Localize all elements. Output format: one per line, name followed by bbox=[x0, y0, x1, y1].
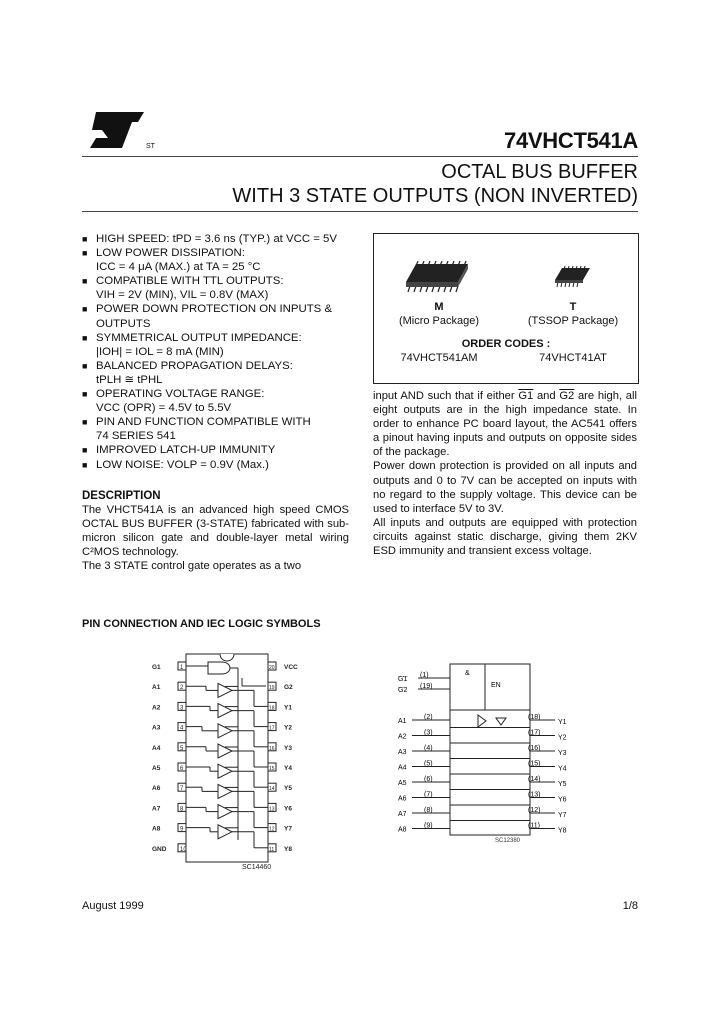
right-pin-number: 16 bbox=[269, 745, 275, 752]
left-pin-number: 2 bbox=[180, 685, 184, 692]
left-pin-number: 8 bbox=[180, 806, 184, 813]
iec-input-label: A1 bbox=[398, 718, 407, 725]
left-pin-label: A5 bbox=[152, 765, 161, 772]
iec-output-number: (16) bbox=[528, 745, 541, 752]
left-pin-label: A6 bbox=[152, 785, 161, 793]
iec-input-number: (3) bbox=[424, 729, 433, 737]
right-pin-number: 12 bbox=[269, 826, 275, 833]
left-pin-number: 7 bbox=[180, 786, 184, 793]
left-pin-number: 9 bbox=[180, 826, 184, 833]
iec-output-label: Y4 bbox=[558, 765, 567, 773]
left-pin-number: 5 bbox=[180, 745, 184, 752]
footer-page: 1/8 bbox=[622, 900, 638, 912]
buffer-gate-icon bbox=[218, 764, 232, 778]
iec-output-number: (18) bbox=[528, 714, 541, 721]
feature-detail: VCC (OPR) = 4.5V to 5.5V bbox=[96, 402, 232, 415]
buffer-symbol-icon bbox=[478, 715, 486, 727]
iec-output-label: Y8 bbox=[558, 827, 567, 835]
feature-item: ■ SYMMETRICAL OUTPUT IMPEDANCE: bbox=[82, 331, 302, 344]
iec-output-number: (14) bbox=[528, 776, 541, 783]
buffer-gate-icon bbox=[218, 825, 232, 839]
pin-section-heading: PIN CONNECTION AND IEC LOGIC SYMBOLS bbox=[82, 618, 321, 630]
right-pin-label: Y7 bbox=[284, 825, 292, 833]
t-package-code: T bbox=[569, 301, 577, 313]
iec-output-label: Y6 bbox=[558, 796, 567, 804]
right-pin-label: Y3 bbox=[284, 744, 292, 752]
right-pin-label: Y1 bbox=[284, 704, 292, 712]
iec-input-label: A5 bbox=[398, 780, 407, 787]
left-pin-label: G1 bbox=[152, 664, 161, 671]
description-text bbox=[82, 503, 349, 573]
right-pin-number: 17 bbox=[269, 725, 275, 732]
right-pin-label: Y6 bbox=[284, 805, 292, 813]
and-label: & bbox=[465, 670, 470, 677]
buffer-gate-icon bbox=[218, 704, 232, 718]
right-pin-label: Y2 bbox=[284, 724, 292, 732]
so-package-icon bbox=[402, 258, 472, 296]
subtitle-line2: WITH 3 STATE OUTPUTS (NON INVERTED) bbox=[232, 185, 638, 207]
iec-input-number: (6) bbox=[424, 776, 433, 783]
feature-item: ■ PIN AND FUNCTION COMPATIBLE WITH bbox=[82, 416, 311, 429]
feature-item: ■ IMPROVED LATCH-UP IMMUNITY bbox=[82, 444, 276, 457]
header-rule bbox=[82, 156, 638, 157]
left-pin-number: 10 bbox=[180, 846, 187, 853]
iec-code: SC12380 bbox=[495, 838, 521, 844]
feature-item: ■ POWER DOWN PROTECTION ON INPUTS & bbox=[82, 303, 333, 316]
iec-output-label: Y1 bbox=[558, 719, 567, 726]
iec-output-label: Y3 bbox=[558, 750, 567, 757]
iec-output-number: (11) bbox=[528, 822, 540, 830]
control-input-number: (19) bbox=[420, 683, 433, 690]
part-number: 74VHCT541A bbox=[504, 128, 638, 153]
iec-input-number: (4) bbox=[424, 745, 433, 752]
paragraph: input AND such that if either G1 and G2 are high, all eight outputs are in the high impedance state. In order to enhance PC board layout, the AC541 offers a pinout having inputs and outputs on opposite sides of the package. bbox=[373, 390, 637, 459]
paragraph: Power down protection is provided on all inputs and outputs and 0 to 7V can be accepted on inputs with no regard to the supply voltage. This device can be used to interface 5V to 3V. bbox=[373, 460, 637, 515]
feature-list bbox=[82, 232, 372, 472]
control-input-label: G2 bbox=[398, 687, 408, 694]
right-column-text bbox=[373, 389, 637, 558]
right-pin-number: 11 bbox=[269, 846, 275, 853]
right-pin-label: Y8 bbox=[284, 845, 292, 853]
order-code-t: 74VHCT41AT bbox=[539, 352, 607, 364]
iec-logic-symbol bbox=[390, 660, 590, 860]
iec-input-number: (7) bbox=[424, 791, 433, 799]
buffer-gate-icon bbox=[218, 683, 232, 697]
st-logo bbox=[82, 104, 154, 158]
right-pin-label: VCC bbox=[284, 664, 298, 671]
footer-date: August 1999 bbox=[82, 900, 144, 912]
iec-input-number: (2) bbox=[424, 714, 433, 721]
iec-output-number: (15) bbox=[528, 760, 541, 768]
iec-input-number: (5) bbox=[424, 760, 433, 768]
left-pin-label: A2 bbox=[152, 704, 161, 712]
left-pin-label: A1 bbox=[152, 684, 161, 692]
right-pin-number: 15 bbox=[269, 766, 275, 772]
description-heading: DESCRIPTION bbox=[82, 490, 161, 502]
tristate-symbol-icon bbox=[496, 718, 506, 725]
package-box bbox=[373, 233, 639, 384]
subtitle-rule bbox=[82, 211, 638, 212]
right-pin-label: Y5 bbox=[284, 785, 292, 793]
iec-output-number: (12) bbox=[528, 807, 541, 814]
control-input-number: (1) bbox=[420, 672, 429, 679]
ic-code: SC14460 bbox=[242, 864, 272, 871]
paragraph: The 3 STATE control gate operates as a two bbox=[82, 560, 302, 573]
iec-output-number: (17) bbox=[528, 729, 541, 737]
right-pin-label: Y4 bbox=[284, 765, 292, 772]
m-package-desc: (Micro Package) bbox=[398, 315, 480, 327]
left-pin-label: A7 bbox=[152, 805, 161, 813]
left-pin-number: 4 bbox=[180, 725, 184, 732]
m-package-code: M bbox=[434, 301, 444, 313]
iec-output-label: Y2 bbox=[558, 734, 567, 742]
right-pin-number: 20 bbox=[269, 665, 275, 671]
feature-detail: OUTPUTS bbox=[96, 317, 151, 330]
buffer-gate-icon bbox=[218, 784, 232, 798]
buffer-gate-icon bbox=[218, 805, 232, 819]
feature-item: ■ COMPATIBLE WITH TTL OUTPUTS: bbox=[82, 275, 284, 288]
buffer-gate-icon bbox=[218, 724, 232, 738]
feature-item: ■ LOW NOISE: VOLP = 0.9V (Max.) bbox=[82, 458, 269, 471]
paragraph: All inputs and outputs are equipped with protection circuits against static discharge, giving them 2KV ESD immunity and transient excess voltage. bbox=[373, 516, 637, 558]
feature-item: ■ HIGH SPEED: tPD = 3.6 ns (TYP.) at VCC = 5V bbox=[82, 233, 337, 245]
tssop-package-icon bbox=[552, 264, 594, 290]
subtitle bbox=[232, 160, 638, 208]
iec-input-label: A8 bbox=[398, 826, 407, 834]
buffer-gate-icon bbox=[218, 744, 232, 758]
left-pin-label: A8 bbox=[152, 825, 161, 833]
left-pin-label: A3 bbox=[152, 724, 161, 732]
left-pin-label: A4 bbox=[152, 744, 161, 752]
iec-output-label: Y7 bbox=[558, 812, 567, 819]
left-pin-number: 3 bbox=[180, 705, 184, 712]
feature-detail: 74 SERIES 541 bbox=[96, 430, 176, 443]
iec-input-label: A2 bbox=[398, 733, 407, 741]
iec-input-label: A4 bbox=[398, 764, 407, 772]
feature-detail: ICC = 4 μA (MAX.) at TA = 25 °C bbox=[96, 261, 261, 274]
control-input-label: G1 bbox=[398, 676, 408, 683]
left-pin-number: 1 bbox=[180, 665, 184, 671]
iec-output-label: Y5 bbox=[558, 781, 567, 788]
left-pin-label: GND bbox=[152, 845, 167, 853]
right-pin-number: 13 bbox=[269, 806, 275, 813]
iec-input-label: A7 bbox=[398, 811, 407, 818]
right-pin-number: 19 bbox=[269, 685, 275, 692]
right-pin-number: 18 bbox=[269, 705, 275, 712]
feature-item: ■ OPERATING VOLTAGE RANGE: bbox=[82, 388, 265, 401]
order-code-m: 74VHCT541AM bbox=[400, 352, 478, 364]
right-pin-label: G2 bbox=[284, 684, 293, 692]
feature-detail: tPLH ≅ tPHL bbox=[96, 373, 163, 386]
iec-input-number: (9) bbox=[424, 822, 433, 830]
paragraph: The VHCT541A is an advanced high speed CMOS OCTAL BUS BUFFER (3-STATE) fabricated with sub-micron silicon gate and double-layer metal wiring C²MOS technology. bbox=[82, 504, 349, 559]
en-label: EN bbox=[491, 682, 501, 689]
feature-item: ■ LOW POWER DISSIPATION: bbox=[82, 247, 245, 260]
feature-detail: |IOH| = IOL = 8 mA (MIN) bbox=[96, 345, 224, 358]
iec-output-number: (13) bbox=[528, 791, 541, 799]
iec-input-label: A6 bbox=[398, 795, 407, 803]
pin-connection-diagram bbox=[150, 650, 310, 872]
subtitle-line1: OCTAL BUS BUFFER bbox=[441, 161, 638, 183]
right-pin-number: 14 bbox=[269, 786, 275, 793]
logo-mark: ST bbox=[146, 143, 155, 150]
order-codes-title: ORDER CODES : bbox=[461, 338, 551, 350]
t-package-desc: (TSSOP Package) bbox=[527, 315, 619, 327]
iec-input-number: (8) bbox=[424, 807, 433, 814]
iec-input-label: A3 bbox=[398, 749, 407, 756]
left-pin-number: 6 bbox=[180, 766, 184, 772]
feature-detail: VIH = 2V (MIN), VIL = 0.8V (MAX) bbox=[96, 289, 269, 302]
feature-item: ■ BALANCED PROPAGATION DELAYS: bbox=[82, 359, 293, 372]
